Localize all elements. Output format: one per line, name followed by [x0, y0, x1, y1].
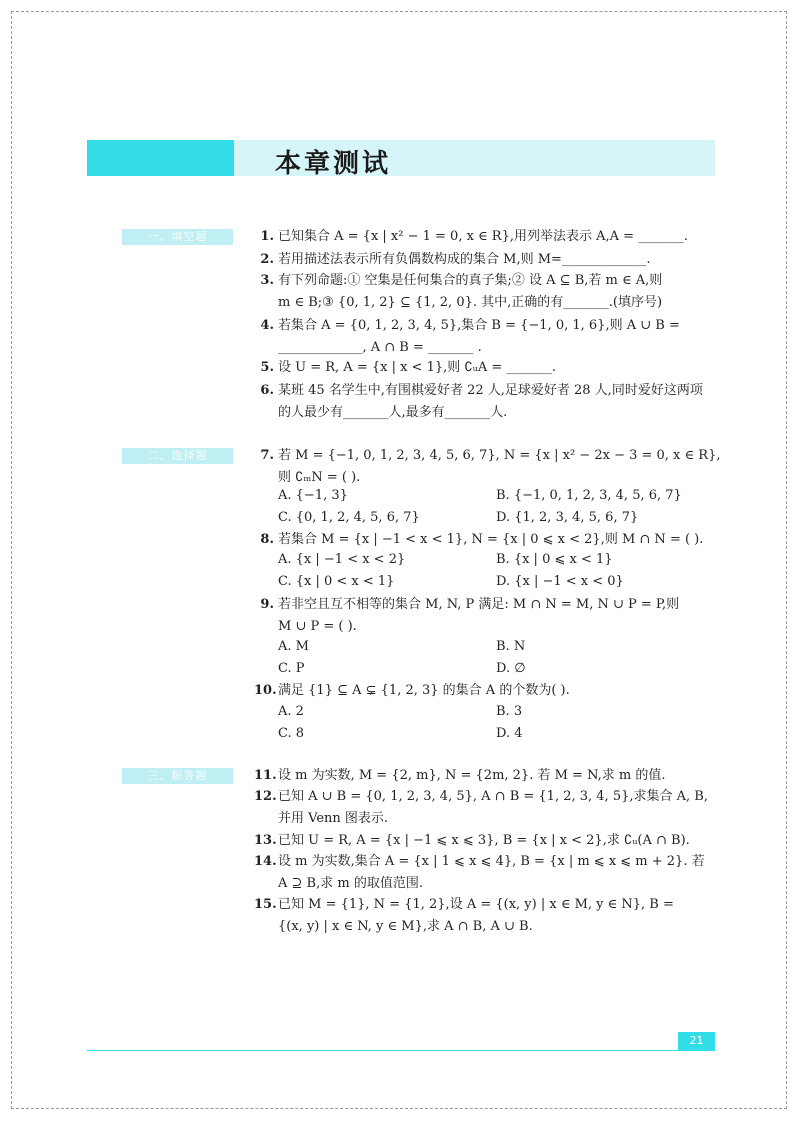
- question-text: 的人最少有_______人,最多有_______人.: [278, 405, 508, 420]
- question-number: 12.: [254, 789, 277, 804]
- option-c[interactable]: C. {x | 0 < x < 1}: [278, 574, 395, 589]
- question-number: 1.: [260, 229, 274, 244]
- option-c[interactable]: C. P: [278, 661, 305, 676]
- question-number: 11.: [254, 768, 277, 783]
- option-b[interactable]: B. {−1, 0, 1, 2, 3, 4, 5, 6, 7}: [496, 488, 682, 503]
- option-a[interactable]: A. 2: [278, 704, 304, 719]
- question-text: 有下列命题:① 空集是任何集合的真子集;② 设 A ⊆ B,若 m ∈ A,则: [278, 273, 663, 288]
- question-number: 6.: [260, 383, 274, 398]
- section-label-fill-in: 一、填空题: [122, 229, 233, 245]
- question-number: 5.: [260, 360, 274, 375]
- question-3: [254, 270, 720, 314]
- chapter-header: [87, 140, 715, 179]
- question-text: m ∈ B;③ {0, 1, 2} ⊆ {1, 2, 0}. 其中,正确的有_______.(填序号): [278, 295, 663, 310]
- option-b[interactable]: B. N: [496, 639, 526, 654]
- chapter-title: 本章测试: [275, 149, 392, 179]
- question-text: M ∪ P = ( ).: [278, 619, 357, 634]
- question-text: 已知 M = {1}, N = {1, 2},设 A = {(x, y) | x ∈ M, y ∈ N}, B =: [278, 897, 674, 912]
- footer-rule: [87, 1050, 715, 1051]
- question-text: 某班 45 名学生中,有围棋爱好者 22 人,足球爱好者 28 人,同时爱好这两项: [278, 383, 703, 398]
- question-text: 已知 U = R, A = {x | −1 ⩽ x ⩽ 3}, B = {x | x < 2},求 ∁ᵤ(A ∩ B).: [278, 833, 690, 848]
- question-14: [254, 851, 720, 895]
- question-text: 则 ∁ₘN = ( ).: [278, 470, 361, 485]
- question-number: 14.: [254, 854, 277, 869]
- option-a[interactable]: A. {−1, 3}: [278, 488, 348, 503]
- option-a[interactable]: A. {x | −1 < x < 2}: [278, 552, 406, 567]
- question-number: 9.: [260, 597, 274, 612]
- question-text: 若集合 M = {x | −1 < x < 1}, N = {x | 0 ⩽ x < 2},则 M ∩ N = ( ).: [278, 532, 704, 547]
- option-b[interactable]: B. 3: [496, 704, 523, 719]
- question-text: {(x, y) | x ∈ N, y ∈ M},求 A ∩ B, A ∪ B.: [278, 919, 533, 934]
- option-c[interactable]: C. {0, 1, 2, 4, 5, 6, 7}: [278, 510, 420, 525]
- question-text: 若 M = {−1, 0, 1, 2, 3, 4, 5, 6, 7}, N = {x | x² − 2x − 3 = 0, x ∈ R},: [278, 448, 721, 463]
- question-number: 13.: [254, 833, 277, 848]
- question-10: [254, 680, 720, 702]
- question-11: [254, 765, 720, 787]
- question-number: 10.: [254, 683, 277, 698]
- section-label-answer: 三、解答题: [122, 768, 233, 784]
- question-7: [254, 445, 720, 489]
- question-number: 3.: [260, 273, 274, 288]
- question-15: [254, 894, 720, 938]
- question-text: 已知集合 A = {x | x² − 1 = 0, x ∈ R},用列举法表示 A,A = _______.: [278, 229, 688, 244]
- question-4: [254, 315, 720, 359]
- option-d[interactable]: D. {x | −1 < x < 0}: [496, 574, 624, 589]
- question-text: 满足 {1} ⊆ A ⊊ {1, 2, 3} 的集合 A 的个数为( ).: [278, 683, 570, 698]
- option-b[interactable]: B. {x | 0 ⩽ x < 1}: [496, 552, 613, 567]
- option-d[interactable]: D. 4: [496, 726, 523, 741]
- question-number: 7.: [260, 448, 274, 463]
- question-12: [254, 786, 720, 830]
- question-text: 若集合 A = {0, 1, 2, 3, 4, 5},集合 B = {−1, 0, 1, 6},则 A ∪ B =: [278, 318, 680, 333]
- question-text: 并用 Venn 图表示.: [278, 811, 389, 826]
- question-text: 若用描述法表示所有负偶数构成的集合 M,则 M=_____________.: [278, 252, 651, 267]
- question-number: 4.: [260, 318, 274, 333]
- question-9: [254, 594, 720, 638]
- question-number: 15.: [254, 897, 277, 912]
- question-text: A ⊇ B,求 m 的取值范围.: [278, 876, 423, 891]
- section-label-choice: 二、选择题: [122, 448, 233, 464]
- option-c[interactable]: C. 8: [278, 726, 305, 741]
- question-6: [254, 380, 720, 424]
- question-text: 设 U = R, A = {x | x < 1},则 ∁ᵤA = _______.: [278, 360, 557, 375]
- question-1: [254, 226, 720, 248]
- question-2: [254, 249, 720, 271]
- question-text: 设 m 为实数,集合 A = {x | 1 ⩽ x ⩽ 4}, B = {x | m ⩽ x ⩽ m + 2}. 若: [278, 854, 705, 869]
- question-13: [254, 830, 720, 852]
- option-d[interactable]: D. {1, 2, 3, 4, 5, 6, 7}: [496, 510, 639, 525]
- question-text: _____________, A ∩ B = _______ .: [278, 340, 482, 355]
- question-number: 2.: [260, 252, 274, 267]
- option-a[interactable]: A. M: [278, 639, 309, 654]
- page-number: 21: [678, 1032, 715, 1050]
- question-5: [254, 357, 720, 379]
- question-text: 若非空且互不相等的集合 M, N, P 满足: M ∩ N = M, N ∪ P = P,则: [278, 597, 680, 612]
- question-number: 8.: [260, 532, 274, 547]
- question-text: 设 m 为实数, M = {2, m}, N = {2m, 2}. 若 M = N,求 m 的值.: [278, 768, 666, 783]
- header-accent-block: [87, 140, 234, 176]
- question-8: [254, 529, 720, 551]
- question-text: 已知 A ∪ B = {0, 1, 2, 3, 4, 5}, A ∩ B = {1, 2, 3, 4, 5},求集合 A, B,: [278, 789, 708, 804]
- option-d[interactable]: D. ∅: [496, 661, 526, 676]
